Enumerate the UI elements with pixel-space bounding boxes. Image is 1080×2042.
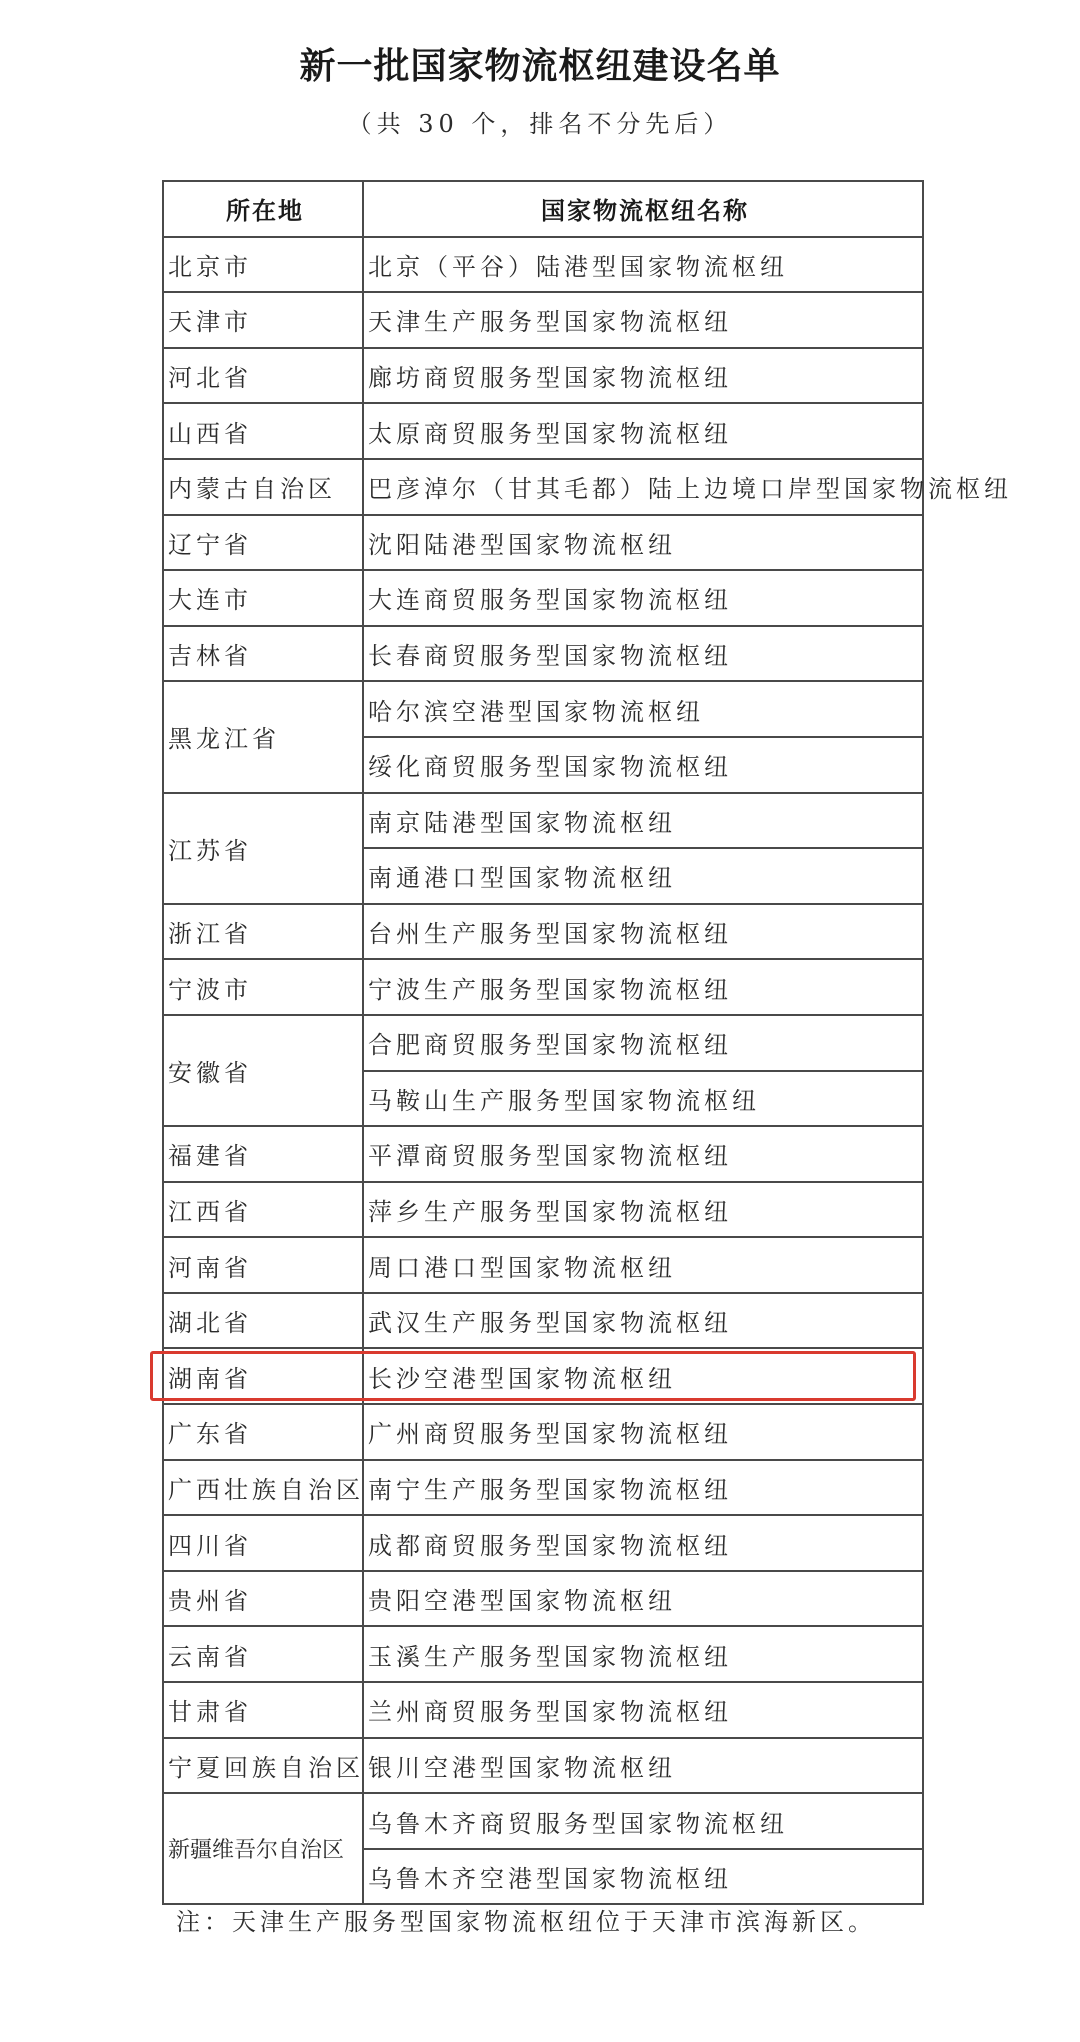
hub-name-cell: 南宁生产服务型国家物流枢纽: [363, 1460, 923, 1516]
hub-name-cell: 长春商贸服务型国家物流枢纽: [363, 626, 923, 682]
table-row: [163, 793, 923, 849]
table-row: [163, 959, 923, 1015]
table-row: [163, 515, 923, 571]
hub-name-cell: 乌鲁木齐空港型国家物流枢纽: [363, 1849, 923, 1905]
table-row-highlighted: [163, 1348, 923, 1404]
table-row: [163, 1738, 923, 1794]
location-cell: 广西壮族自治区: [163, 1460, 363, 1516]
hub-list-table: [162, 180, 1012, 1905]
table-row: [163, 1626, 923, 1682]
location-cell: 安徽省: [163, 1015, 363, 1126]
location-cell: 山西省: [163, 403, 363, 459]
location-cell: 四川省: [163, 1515, 363, 1571]
location-cell: 甘肃省: [163, 1682, 363, 1738]
table-row: [163, 570, 923, 626]
location-cell: 江苏省: [163, 793, 363, 904]
table-row: [163, 348, 923, 404]
header-hub-name: 国家物流枢纽名称: [363, 181, 923, 237]
hub-name-cell: 成都商贸服务型国家物流枢纽: [363, 1515, 923, 1571]
location-cell: 湖南省: [163, 1348, 363, 1404]
table-row: [163, 681, 923, 737]
hub-name-cell: 巴彦淖尔（甘其毛都）陆上边境口岸型国家物流枢纽: [363, 459, 923, 515]
hub-name-cell: 廊坊商贸服务型国家物流枢纽: [363, 348, 923, 404]
table-row: [163, 1793, 923, 1849]
table-row: [163, 237, 923, 293]
location-cell: 大连市: [163, 570, 363, 626]
location-cell: 辽宁省: [163, 515, 363, 571]
page-title: 新一批国家物流枢纽建设名单: [299, 46, 781, 87]
location-cell: 河北省: [163, 348, 363, 404]
hub-name-cell: 南京陆港型国家物流枢纽: [363, 793, 923, 849]
table-row: [163, 626, 923, 682]
location-cell: 河南省: [163, 1237, 363, 1293]
hub-name-cell: 乌鲁木齐商贸服务型国家物流枢纽: [363, 1793, 923, 1849]
hub-name-cell: 玉溪生产服务型国家物流枢纽: [363, 1626, 923, 1682]
table-row: [163, 1126, 923, 1182]
hub-name-cell: 台州生产服务型国家物流枢纽: [363, 904, 923, 960]
table-row: [163, 403, 923, 459]
location-cell: 宁夏回族自治区: [163, 1738, 363, 1794]
table-row: [163, 904, 923, 960]
location-cell: 福建省: [163, 1126, 363, 1182]
hub-name-cell: 合肥商贸服务型国家物流枢纽: [363, 1015, 923, 1071]
location-cell: 江西省: [163, 1182, 363, 1238]
hub-name-cell: 周口港口型国家物流枢纽: [363, 1237, 923, 1293]
location-cell: 北京市: [163, 237, 363, 293]
location-cell: 吉林省: [163, 626, 363, 682]
table-row: [163, 1460, 923, 1516]
table-row: [163, 1515, 923, 1571]
location-cell: 黑龙江省: [163, 681, 363, 792]
table-row: [163, 1237, 923, 1293]
hub-name-cell: 马鞍山生产服务型国家物流枢纽: [363, 1071, 923, 1127]
table-row: [163, 1571, 923, 1627]
location-cell: 云南省: [163, 1626, 363, 1682]
location-cell: 内蒙古自治区: [163, 459, 363, 515]
location-cell: 广东省: [163, 1404, 363, 1460]
table-row: [163, 292, 923, 348]
location-cell: 贵州省: [163, 1571, 363, 1627]
hub-name-cell: 银川空港型国家物流枢纽: [363, 1738, 923, 1794]
hub-name-cell: 贵阳空港型国家物流枢纽: [363, 1571, 923, 1627]
table-row: [163, 1404, 923, 1460]
hub-name-cell: 长沙空港型国家物流枢纽: [363, 1348, 923, 1404]
hub-name-cell: 广州商贸服务型国家物流枢纽: [363, 1404, 923, 1460]
hub-name-cell: 大连商贸服务型国家物流枢纽: [363, 570, 923, 626]
table-row: [163, 459, 923, 515]
table-row: [163, 1682, 923, 1738]
hub-name-cell: 南通港口型国家物流枢纽: [363, 848, 923, 904]
table-row: [163, 1293, 923, 1349]
hub-name-cell: 哈尔滨空港型国家物流枢纽: [363, 681, 923, 737]
page-subtitle: （共 30 个，排名不分先后）: [347, 110, 733, 138]
location-cell: 浙江省: [163, 904, 363, 960]
hub-name-cell: 北京（平谷）陆港型国家物流枢纽: [363, 237, 923, 293]
hub-name-cell: 绥化商贸服务型国家物流枢纽: [363, 737, 923, 793]
hub-name-cell: 沈阳陆港型国家物流枢纽: [363, 515, 923, 571]
table-header-row: [163, 181, 923, 237]
location-cell: 湖北省: [163, 1293, 363, 1349]
hub-name-cell: 太原商贸服务型国家物流枢纽: [363, 403, 923, 459]
hub-name-cell: 宁波生产服务型国家物流枢纽: [363, 959, 923, 1015]
location-cell: 宁波市: [163, 959, 363, 1015]
location-cell: 新疆维吾尔自治区: [163, 1793, 363, 1904]
hub-name-cell: 平潭商贸服务型国家物流枢纽: [363, 1126, 923, 1182]
table-row: [163, 1015, 923, 1071]
hub-name-cell: 武汉生产服务型国家物流枢纽: [363, 1293, 923, 1349]
table-row: [163, 1182, 923, 1238]
hub-name-cell: 兰州商贸服务型国家物流枢纽: [363, 1682, 923, 1738]
hub-name-cell: 萍乡生产服务型国家物流枢纽: [363, 1182, 923, 1238]
location-cell: 天津市: [163, 292, 363, 348]
footnote: 注：天津生产服务型国家物流枢纽位于天津市滨海新区。: [176, 1908, 876, 1936]
header-location: 所在地: [163, 181, 363, 237]
hub-name-cell: 天津生产服务型国家物流枢纽: [363, 292, 923, 348]
